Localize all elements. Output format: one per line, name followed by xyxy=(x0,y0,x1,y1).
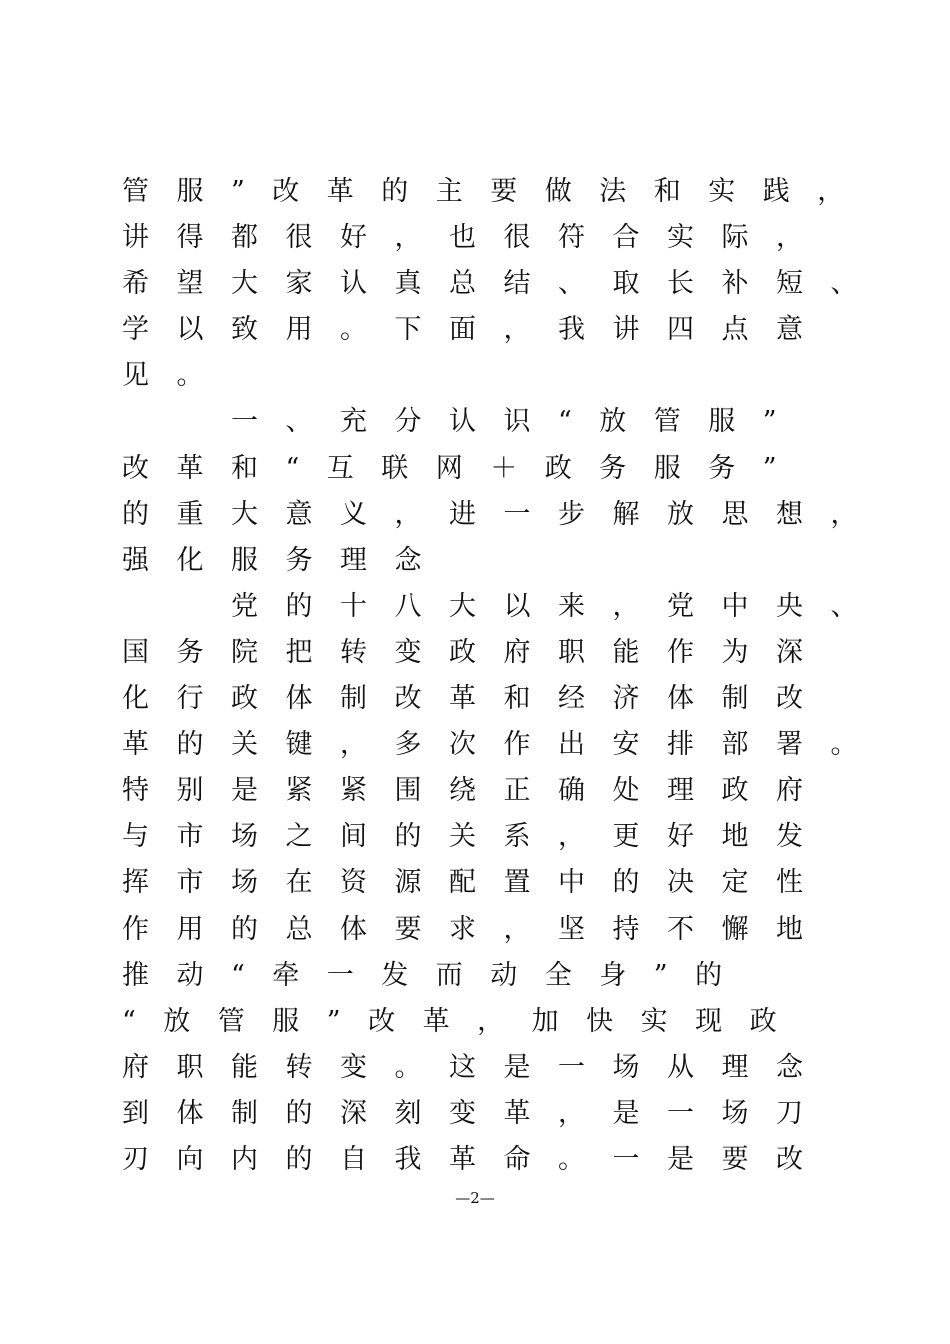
text-line: 挥市场在资源配置中的决定性 xyxy=(122,867,831,899)
body-text xyxy=(122,169,885,1183)
section-heading-line: 强化服务理念 xyxy=(122,544,449,576)
section-heading-line: 改革和“互联网＋政务服务” xyxy=(122,452,805,484)
text-line: 刃向内的自我革命。一是要改 xyxy=(122,1143,831,1175)
text-line: 国务院把转变政府职能作为深 xyxy=(122,636,831,668)
text-line: 特别是紧紧围绕正确处理政府 xyxy=(122,775,831,807)
section-heading-line: 的重大意义，进一步解放思想， xyxy=(122,498,885,530)
text-line: 党的十八大以来，党中央、 xyxy=(122,590,885,622)
text-line: 化行政体制改革和经济体制改 xyxy=(122,683,831,715)
text-line: 推动“牵一发而动全身”的 xyxy=(122,959,750,991)
text-line: 希望大家认真总结、取长补短、 xyxy=(122,268,885,300)
text-line: 见。 xyxy=(122,360,231,392)
text-line: 学以致用。下面，我讲四点意 xyxy=(122,314,831,346)
text-line: 与市场之间的关系，更好地发 xyxy=(122,821,831,853)
text-line: 革的关键，多次作出安排部署。 xyxy=(122,729,885,761)
text-line: 讲得都很好，也很符合实际， xyxy=(122,222,831,254)
text-line: 管服”改革的主要做法和实践， xyxy=(122,176,872,207)
text-line: “放管服”改革，加快实现政 xyxy=(122,1005,805,1037)
text-line: 府职能转变。这是一场从理念 xyxy=(122,1051,831,1083)
page-number: —2— xyxy=(455,1189,495,1207)
text-line: 到体制的深刻变革，是一场刀 xyxy=(122,1097,831,1129)
text-line: 作用的总体要求，坚持不懈地 xyxy=(122,913,831,945)
section-heading-line: 一、充分认识“放管服” xyxy=(122,406,805,438)
